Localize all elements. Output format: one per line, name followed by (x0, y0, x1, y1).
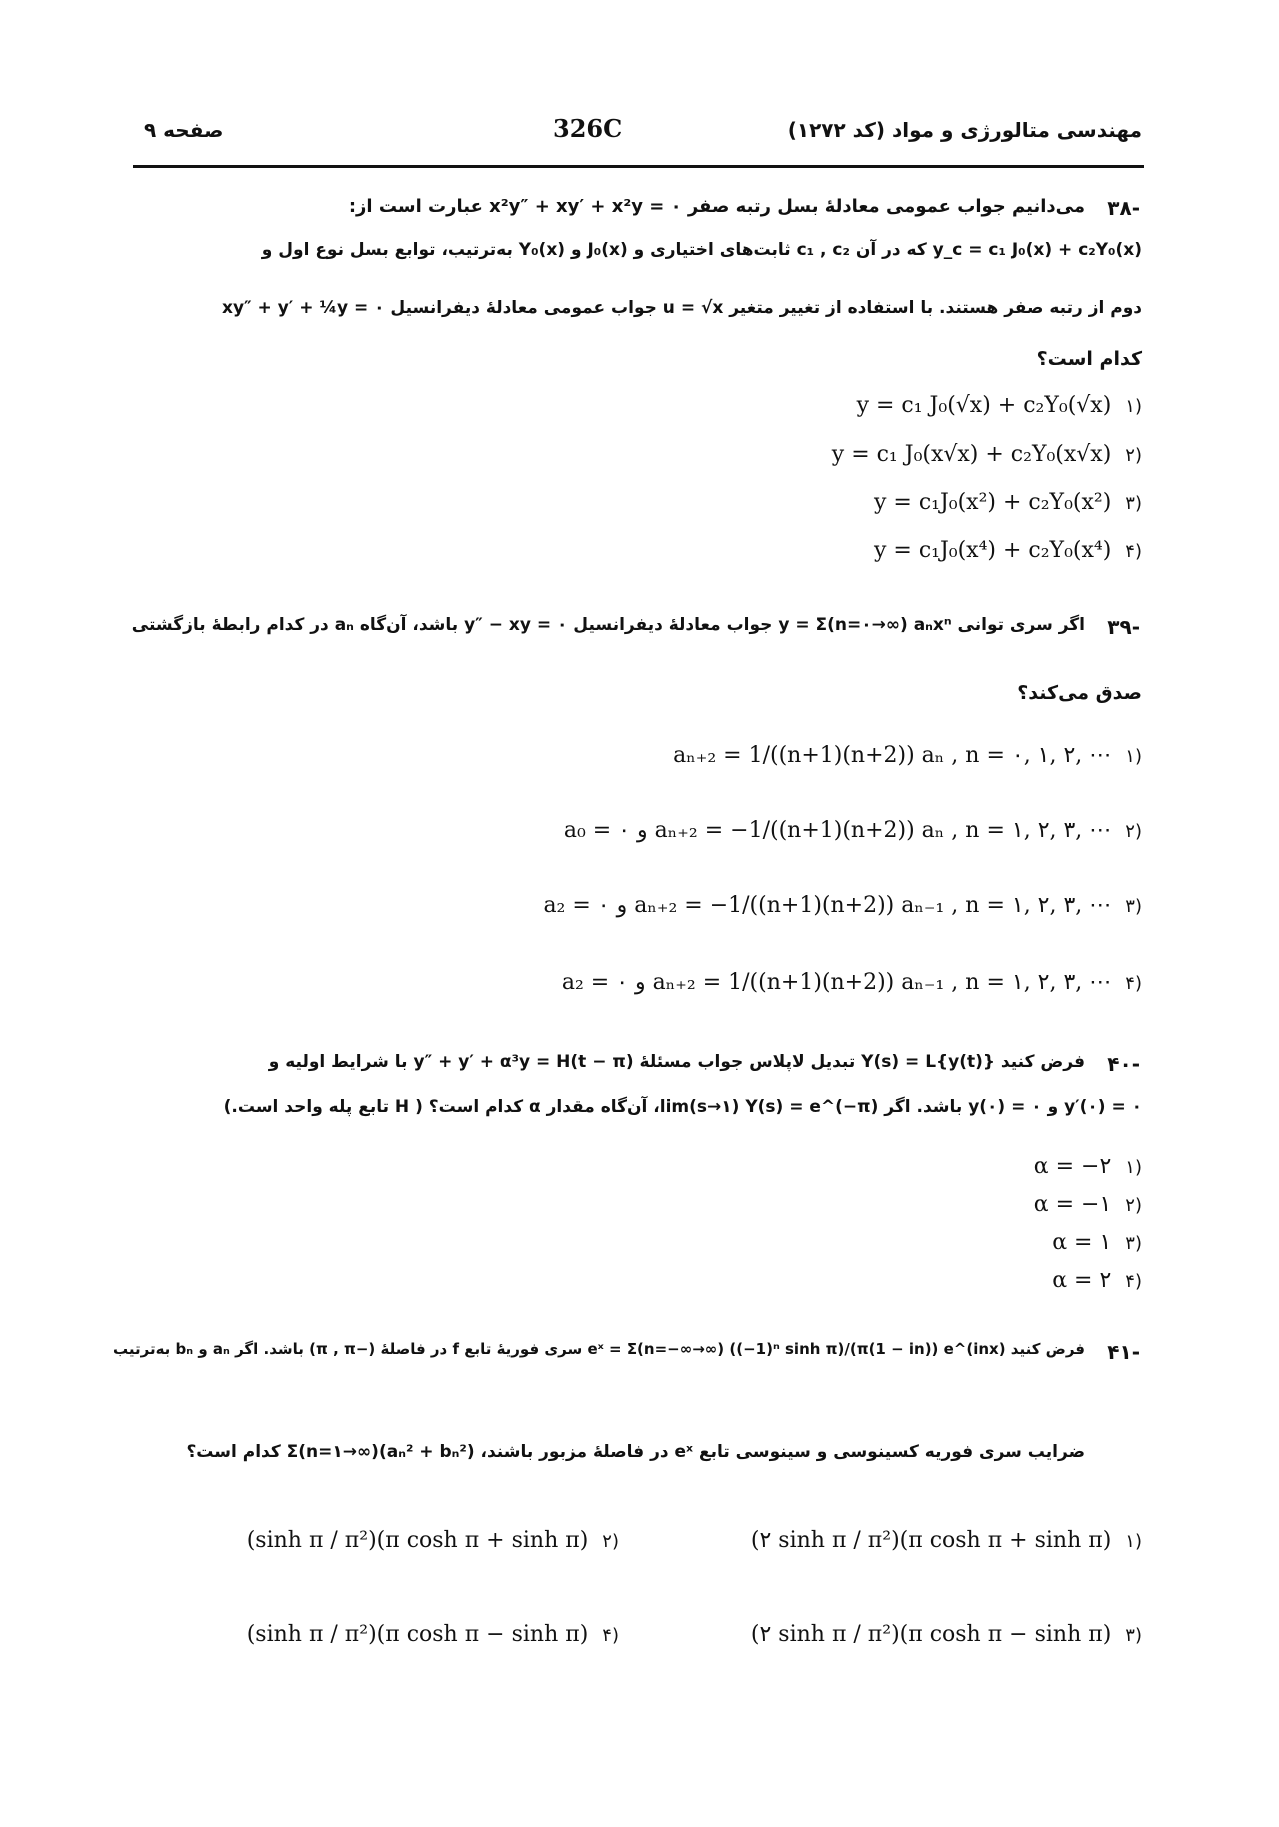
q41-line2: ضرایب سری فوریه کسینوسی و سینوسی تابع eˣ در فاصلهٔ مزبور باشند، Σ(n=۱→∞)(aₙ² + bₙ²) کدام است؟ (186, 1442, 1085, 1462)
option-number: (۲ (1125, 1195, 1142, 1216)
option-formula: (۲ sinh π / π²)(π cosh π + sinh π) (750, 1528, 1112, 1553)
q38-line1: می‌دانیم جواب عمومی معادلهٔ بسل رتبه صفر x²y″ + xy′ + x²y = ۰ عبارت است از: (348, 196, 1085, 217)
q41-option-1 (751, 1528, 1142, 1553)
q40-line2: y′(۰) = ۰ و y(۰) = ۰ باشد. اگر lim(s→۱) Y(s) = e^(−π)، آن‌گاه مقدار α کدام است؟ ( H تابع پله واحد است.) (223, 1097, 1142, 1117)
option-number: (۲ (1125, 445, 1142, 466)
q41-option-2 (247, 1528, 619, 1553)
option-formula: (sinh π / π²)(π cosh π − sinh π) (246, 1622, 589, 1647)
option-number: (۳ (1125, 1233, 1142, 1254)
q38-line3: دوم از رتبه صفر هستند. با استفاده از تغییر متغیر u = √x جواب عمومی معادلهٔ دیفرانسیل xy″ + y′ + ¼y = ۰ (222, 298, 1142, 318)
option-number: (۲ (1125, 821, 1142, 842)
option-formula: α = −۲ (1033, 1154, 1112, 1179)
q40-option-1 (1034, 1154, 1142, 1179)
option-number: (۲ (602, 1531, 619, 1552)
option-formula: y = c₁J₀(x²) + c₂Y₀(x²) (873, 490, 1112, 515)
q40-number: -۴۰ (1107, 1052, 1140, 1076)
option-number: (۳ (1125, 896, 1142, 917)
option-number: (۴ (1125, 1271, 1142, 1292)
option-number: (۴ (602, 1625, 619, 1646)
q38-option-4 (874, 538, 1142, 563)
option-formula: α = ۲ (1052, 1268, 1112, 1293)
q40-line1: فرض کنید Y(s) = L{y(t)} تبدیل لاپلاس جواب مسئلهٔ y″ + y′ + α³y = H(t − π) با شرایط اولیه و (268, 1052, 1085, 1072)
q41-number: -۴۱ (1107, 1340, 1140, 1364)
option-number: (۳ (1125, 1625, 1142, 1646)
option-formula: a₂ = ۰ و aₙ₊₂ = 1/((n+1)(n+2)) aₙ₋₁ , n = ۱, ۲, ۳, ⋯ (561, 970, 1112, 995)
q41-option-3 (751, 1622, 1142, 1647)
q39-line2: صدق می‌کند؟ (1017, 682, 1142, 704)
option-formula: y = c₁ J₀(√x) + c₂Y₀(√x) (856, 393, 1112, 418)
option-formula: a₀ = ۰ و aₙ₊₂ = −1/((n+1)(n+2)) aₙ , n = ۱, ۲, ۳, ⋯ (563, 818, 1112, 843)
option-number: (۱ (1125, 1531, 1142, 1552)
q38-option-1 (857, 393, 1142, 418)
q38-number: -۳۸ (1107, 196, 1140, 220)
header-rule (133, 165, 1144, 168)
q39-option-3 (543, 893, 1142, 918)
q39-option-1 (673, 743, 1142, 768)
option-formula: α = ۱ (1052, 1230, 1112, 1255)
q39-option-4 (562, 970, 1142, 995)
option-number: (۴ (1125, 973, 1142, 994)
q39-option-2 (564, 818, 1142, 843)
option-number: (۳ (1125, 493, 1142, 514)
option-number: (۱ (1125, 396, 1142, 417)
option-number: (۴ (1125, 541, 1142, 562)
q38-line4: کدام است؟ (1036, 348, 1142, 370)
q38-line2: y_c = c₁ J₀(x) + c₂Y₀(x) که در آن c₁ , c₂ ثابت‌های اختیاری و J₀(x) و Y₀(x) به‌ترتیب، توابع بسل نوع اول و (261, 240, 1142, 260)
q41-line1: فرض کنید eˣ = Σ(n=−∞→∞) ((−1)ⁿ sinh π)/(π(1 − in)) e^(inx) سری فوریهٔ تابع f در فاصلهٔ (−π , π) باشد. اگر aₙ و bₙ به‌ترتیب (112, 1340, 1085, 1358)
option-formula: aₙ₊₂ = 1/((n+1)(n+2)) aₙ , n = ۰, ۱, ۲, ⋯ (673, 743, 1112, 768)
option-formula: (sinh π / π²)(π cosh π + sinh π) (246, 1528, 589, 1553)
option-formula: y = c₁ J₀(x√x) + c₂Y₀(x√x) (831, 442, 1112, 467)
header-code: 326C (553, 114, 623, 143)
header-page: صفحه ۹ (144, 118, 224, 142)
option-formula: y = c₁J₀(x⁴) + c₂Y₀(x⁴) (873, 538, 1112, 563)
q40-option-3 (1052, 1230, 1142, 1255)
q38-option-2 (832, 442, 1142, 467)
q40-option-4 (1052, 1268, 1142, 1293)
option-formula: (۲ sinh π / π²)(π cosh π − sinh π) (750, 1622, 1112, 1647)
option-formula: α = −۱ (1033, 1192, 1112, 1217)
option-number: (۱ (1125, 1157, 1142, 1178)
option-formula: a₂ = ۰ و aₙ₊₂ = −1/((n+1)(n+2)) aₙ₋₁ , n = ۱, ۲, ۳, ⋯ (543, 893, 1112, 918)
q40-option-2 (1034, 1192, 1142, 1217)
q39-number: -۳۹ (1107, 615, 1140, 639)
q38-option-3 (874, 490, 1142, 515)
q39-line1: اگر سری توانی y = Σ(n=۰→∞) aₙxⁿ جواب معادلهٔ دیفرانسیل y″ − xy = ۰ باشد، آن‌گاه aₙ در کدام رابطهٔ بازگشتی (131, 615, 1085, 635)
header-subject: مهندسی متالورژی و مواد (کد ۱۲۷۲) (787, 118, 1142, 142)
q41-option-4 (247, 1622, 619, 1647)
option-number: (۱ (1125, 746, 1142, 767)
